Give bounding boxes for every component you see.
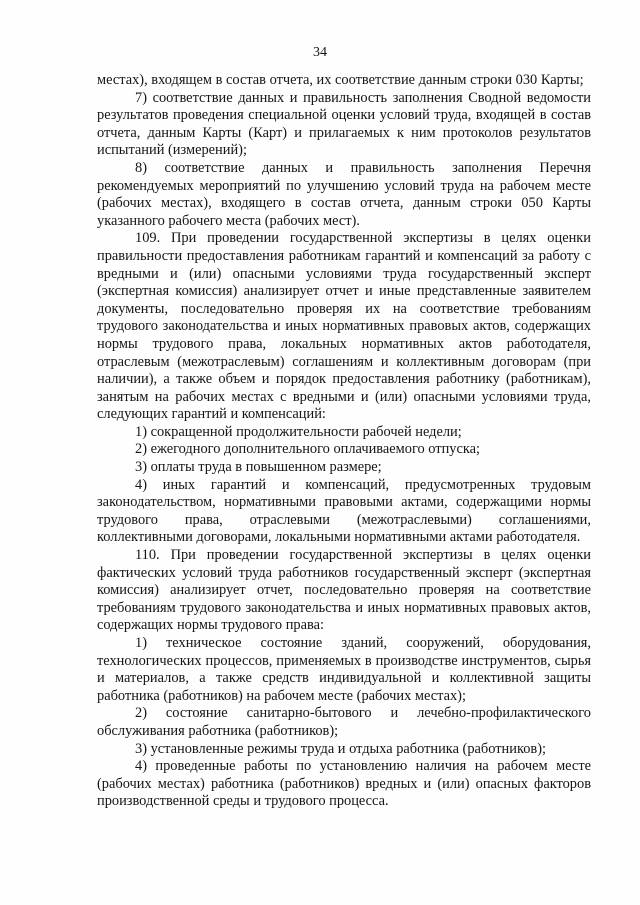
- document-body: [97, 72, 591, 811]
- paragraph: 1) сокращенной продолжительности рабочей недели;: [135, 423, 462, 440]
- paragraph: местах), входящем в состав отчета, их соответствие данным строки 030 Карты;: [97, 72, 584, 88]
- page-number: 34: [313, 45, 327, 60]
- paragraph: 7) соответствие данных и правильность заполнения Сводной ведомости результатов проведения специальной оценки условий труда, входящей в состав отчета, данным Карты (Карт) и прилагаемых к ним протоколов результатов испытаний (измерений);: [97, 89, 591, 159]
- paragraph: 3) установленные режимы труда и отдыха работника (работников);: [135, 740, 546, 757]
- paragraph: 1) техническое состояние зданий, сооружений, оборудования, технологических процессов, применяемых в производстве инструментов, сырья и материалов, а также средств индивидуальной и коллективной защиты работника (работников) на рабочем месте (рабочих местах);: [97, 635, 591, 704]
- paragraph: 2) состояние санитарно-бытового и лечебно-профилактического обслуживания работника (работников);: [97, 705, 591, 739]
- paragraph: 8) соответствие данных и правильность заполнения Перечня рекомендуемых мероприятий по улучшению условий труда на рабочем месте (рабочих местах), входящего в состав отчета, данным строки 050 Карты указанного рабочего места (рабочих мест).: [97, 159, 591, 229]
- paragraph: 4) проведенные работы по установлению наличия на рабочем месте (рабочих местах) работника (работников) вредных и (или) опасных факторов производственной среды и трудового процесса.: [97, 758, 591, 810]
- paragraph: 3) оплаты труда в повышенном размере;: [135, 459, 382, 476]
- paragraph: 110. При проведении государственной экспертизы в целях оценки фактических условий труда работников государственный эксперт (экспертная комиссия) анализирует отчет, последовательно проверяя на соответствие требованиям трудового законодательства и иных нормативных правовых актов, содержащих нормы трудового права:: [97, 547, 591, 634]
- paragraph: 2) ежегодного дополнительного оплачиваемого отпуска;: [135, 441, 481, 458]
- paragraph: 109. При проведении государственной экспертизы в целях оценки правильности предоставления работникам гарантий и компенсаций за работу с вредными и (или) опасными условиями труда государственный эксперт (экспертная комиссия) анализирует отчет и иные представленные заявителем документы, последовательно проверяя их на соответствие требованиям трудового законодательства и иных нормативных правовых актов, содержащих нормы трудового права, локальных нормативных актов работодателя, отраслевым (межотраслевым) соглашениям и коллективным договорам (при наличии), а также объем и порядок предоставления работнику (работникам), занятым на рабочих местах с вредными и (или) опасными условиями труда, следующих гарантий и компенсаций:: [97, 230, 591, 423]
- paragraph: 4) иных гарантий и компенсаций, предусмотренных трудовым законодательством, нормативными правовыми актами, содержащими нормы трудового права, отраслевыми (межотраслевыми) соглашениями, коллективными договорами, локальными нормативными актами работодателя.: [97, 476, 591, 546]
